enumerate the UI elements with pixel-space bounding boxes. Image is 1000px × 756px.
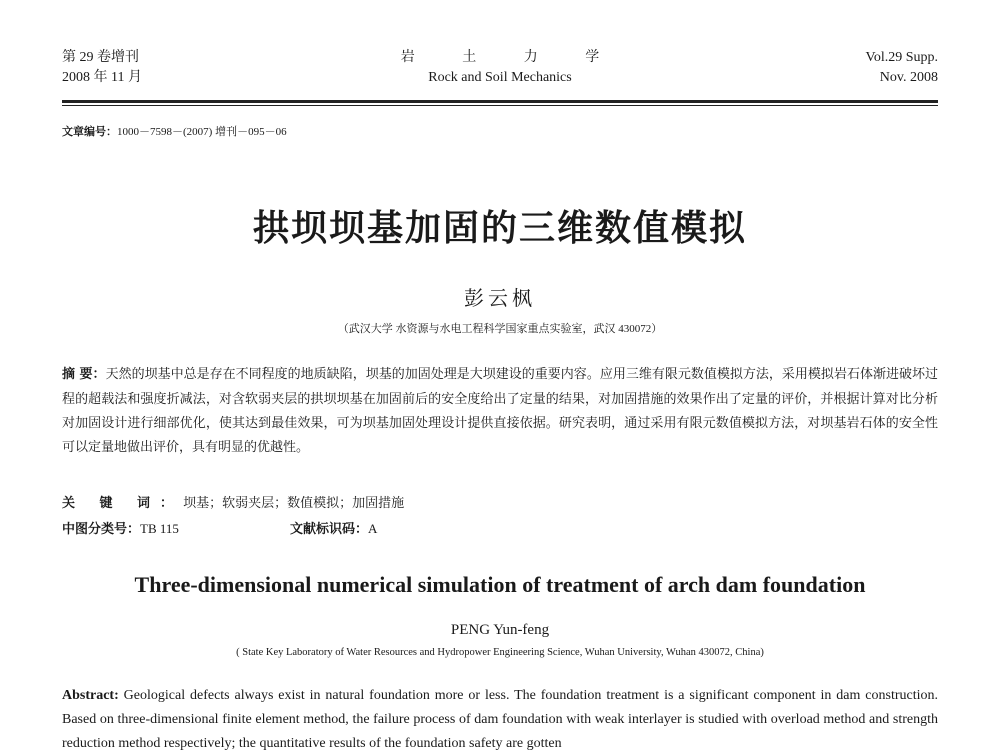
abstract-en-label: Abstract: [62, 688, 119, 703]
classification-number [62, 518, 179, 537]
header-right [866, 48, 938, 88]
article-number [62, 123, 287, 139]
classification-value: TB 115 [140, 521, 179, 536]
classification-label: 中图分类号： [62, 522, 141, 537]
document-code [290, 518, 377, 537]
journal-name-en: Rock and Soil Mechanics [428, 70, 572, 85]
title-cn: 拱坝坝基加固的三维数值模拟 [252, 208, 747, 249]
volume-cn: 第 29 卷增刊 [62, 50, 139, 65]
header-rule-thick [62, 100, 938, 103]
date-cn: 2008 年 11 月 [62, 70, 142, 85]
title-en: Three-dimensional numerical simulation of treatment of arch dam foundation [134, 572, 866, 597]
abstract-en [62, 684, 938, 756]
keywords-cn-text: 坝基；软弱夹层；数值模拟；加固措施 [183, 495, 405, 510]
document-code-value: A [368, 521, 378, 536]
abstract-cn [62, 362, 938, 459]
abstract-cn-label: 摘 要： [62, 367, 106, 382]
header-center [62, 48, 938, 88]
author-en: PENG Yun-feng [450, 622, 550, 638]
running-header [62, 48, 938, 98]
abstract-cn-text: 天然的坝基中总是存在不同程度的地质缺陷，坝基的加固处理是大坝建设的重要内容。应用三维有限元数值模拟方法，采用模拟岩石体渐进破坏过程的超载法和强度折减法，对含软弱夹层的拱坝坝基在加固前后的安全度给出了定量的结果，对加固措施的效果作出了定量的评价，并根据计算对比分析对加固设计进行细部优化，使其达到最佳效果，可为坝基加固处理设计提供直接依据。研究表明，通过采用有限元数值模拟方法，对坝基岩石体的安全性可以定量地做出评价，具有明显的优越性。 [62, 366, 938, 454]
article-number-label: 文章编号： [62, 126, 117, 138]
author-cn: 彭云枫 [464, 288, 536, 310]
date-en: Nov. 2008 [879, 70, 938, 85]
document-code-label: 文献标识码： [290, 522, 369, 537]
header-rule-thin [62, 105, 938, 106]
abstract-en-text: Geological defects always exist in natural foundation more or less. The foundation treatment is a significant component in dam construction. Based on three-dimensional finite element method, the failure process of dam foundation with weak interlayer is studied with overload method and strength reduction method respectively; the quantitative results of the foundation safety are gotten [62, 688, 939, 751]
journal-name-cn: 岩 土 力 学 [400, 50, 622, 65]
keywords-cn-label: 关 键 词： [62, 496, 184, 511]
keywords-cn [62, 492, 404, 511]
volume-en: Vol.29 Supp. [865, 50, 938, 65]
article-number-value: 1000－7598－(2007) 增刊－095－06 [117, 126, 287, 138]
affiliation-en: ( State Key Laboratory of Water Resources and Hydropower Engineering Science, Wuhan University, Wuhan 430072, China) [236, 647, 764, 658]
affiliation-cn: （武汉大学 水资源与水电工程科学国家重点实验室，武汉 430072） [337, 323, 663, 335]
